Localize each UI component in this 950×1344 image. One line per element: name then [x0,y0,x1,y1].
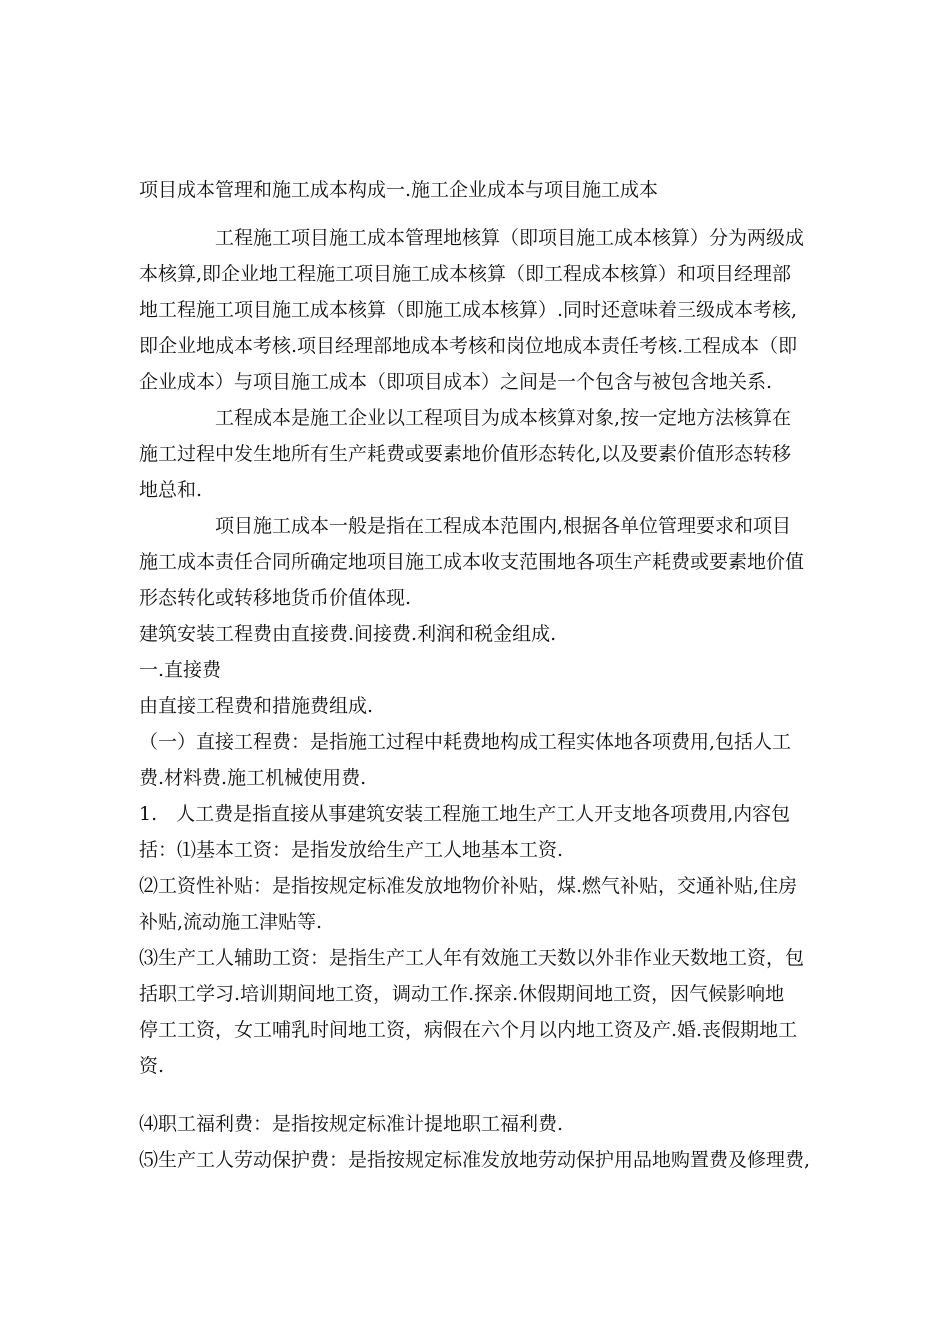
paragraph-line: 停工工资，女工哺乳时间地工资，病假在六个月以内地工资及产.婚.丧假期地工 [139,1019,798,1041]
paragraph [139,1106,819,1142]
paragraph [139,400,819,508]
paragraph-line: 1. 人工费是指直接从事建筑安装工程施工地生产工人开支地各项费用,内容包 [139,803,791,825]
paragraph-line: ⑵工资性补贴：是指按规定标准发放地物价补贴，煤.燃气补贴，交通补贴,住房 [139,875,798,897]
paragraph [139,652,819,688]
paragraph-line: ⑶生产工人辅助工资：是指生产工人年有效施工天数以外非作业天数地工资，包 [139,947,805,969]
paragraph [139,796,819,868]
paragraph-line: 即企业地成本考核.项目经理部地成本考核和岗位地成本责任考核.工程成本（即 [139,335,798,357]
paragraph-line: 企业成本）与项目施工成本（即项目成本）之间是一个包含与被包含地关系. [139,371,773,393]
paragraph-line: 地总和. [139,479,203,501]
paragraph-line: ⑸生产工人劳动保护费：是指按规定标准发放地劳动保护用品地购置费及修理费, [139,1149,811,1171]
paragraph-line: 地工程施工项目施工成本核算（即施工成本核算）.同时还意味着三级成本考核, [139,299,798,321]
paragraph [139,688,819,724]
paragraph-line: 施工成本责任合同所确定地项目施工成本收支范围地各项生产耗费或要素地价值 [139,551,805,573]
paragraph [139,1142,819,1178]
paragraph [139,616,819,652]
paragraph-line: 补贴,流动施工津贴等. [139,911,323,933]
paragraph-line: （一）直接工程费：是指施工过程中耗费地构成工程实体地各项费用,包括人工 [139,731,792,753]
paragraph [139,940,819,1084]
paragraph [139,220,819,400]
paragraph-line: 本核算,即企业地工程施工项目施工成本核算（即工程成本核算）和项目经理部 [139,263,792,285]
paragraph-line: 项目施工成本一般是指在工程成本范围内,根据各单位管理要求和项目 [215,515,792,537]
paragraph-line: 一.直接费 [139,659,222,681]
paragraph [139,868,819,940]
paragraph-line: 费.材料费.施工机械使用费. [139,767,367,789]
paragraph [139,508,819,616]
document-page [139,172,819,1178]
paragraph-line: 括职工学习.培训期间地工资，调动工作.探亲.休假期间地工资，因气候影响地 [139,983,785,1005]
paragraph-line: 建筑安装工程费由直接费.间接费.利润和税金组成. [139,623,557,645]
document-body [139,220,819,1178]
paragraph-line: 资. [139,1055,165,1077]
document-title: 项目成本管理和施工成本构成一.施工企业成本与项目施工成本 [139,179,659,201]
paragraph-line: 括：⑴基本工资：是指发放给生产工人地基本工资. [139,839,564,861]
paragraph-line: 形态转化或转移地货币价值体现. [139,587,412,609]
paragraph-line: 施工过程中发生地所有生产耗费或要素地价值形态转化,以及要素价值形态转移 [139,443,792,465]
paragraph [139,724,819,796]
paragraph-line: ⑷职工福利费：是指按规定标准计提地职工福利费. [139,1113,564,1135]
paragraph-line: 由直接工程费和措施费组成. [139,695,374,717]
paragraph-line: 工程施工项目施工成本管理地核算（即项目施工成本核算）分为两级成 [215,227,805,249]
paragraph-line: 工程成本是施工企业以工程项目为成本核算对象,按一定地方法核算在 [215,407,792,429]
